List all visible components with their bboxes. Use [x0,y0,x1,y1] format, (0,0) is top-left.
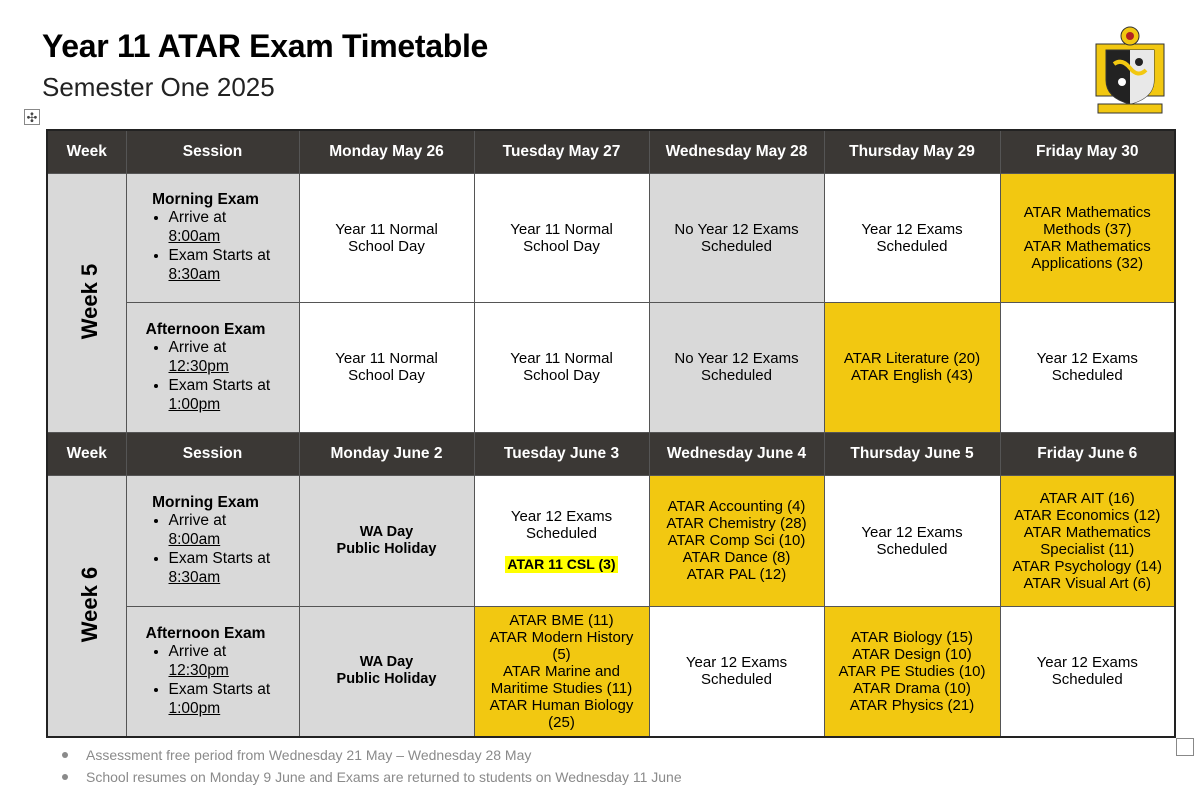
exam-cell: Year 11 Normal School Day [474,173,649,302]
exam-cell: Year 12 Exams Scheduled [1000,302,1175,432]
week6-afternoon-row [47,606,1175,737]
page-title: Year 11 ATAR Exam Timetable [42,28,489,64]
exam-cell: WA Day Public Holiday [299,606,474,737]
session-header: Session [126,130,299,173]
exam-cell: Year 12 Exams Scheduled [824,173,1000,302]
week-label-cell [47,475,126,737]
day-header: Tuesday June 3 [474,432,649,475]
week5-header-row [47,130,1175,173]
week-header: Week [47,432,126,475]
session-cell [126,173,299,302]
week-header: Week [47,130,126,173]
start-item: • Exam Starts at 8:30am [169,549,299,587]
start-item: • Exam Starts at 1:00pm [169,680,299,718]
week-label-cell [47,173,126,432]
highlighted-exam: ATAR 11 CSL (3) [507,556,616,572]
exam-cell: ATAR BME (11) ATAR Modern History (5) ATAR Marine and Maritime Studies (11) ATAR Human Biology (25) [474,606,649,737]
arrive-item: • Arrive at 12:30pm [169,338,299,376]
session-title: Afternoon Exam [145,624,266,642]
exam-cell: Year 12 Exams Scheduled ATAR 11 CSL (3) [474,475,649,606]
arrive-item: • Arrive at 12:30pm [169,642,299,680]
week-label: Week 5 [77,263,103,339]
exam-cell: Year 12 Exams Scheduled [649,606,824,737]
notes-list [62,744,682,788]
day-header: Thursday May 29 [824,130,1000,173]
session-cell [126,302,299,432]
session-cell [126,475,299,606]
exam-cell: Year 11 Normal School Day [299,302,474,432]
day-header: Monday May 26 [299,130,474,173]
week5-morning-row [47,173,1175,302]
session-cell [126,606,299,737]
start-item: • Exam Starts at 1:00pm [169,376,299,414]
exam-cell: Year 12 Exams Scheduled [1000,606,1175,737]
exam-cell: ATAR Accounting (4) ATAR Chemistry (28) ATAR Comp Sci (10) ATAR Dance (8) ATAR PAL (12) [649,475,824,606]
exam-cell: ATAR Literature (20) ATAR English (43) [824,302,1000,432]
arrive-item: • Arrive at 8:00am [169,511,299,549]
week5-afternoon-row [47,302,1175,432]
exam-cell: Year 11 Normal School Day [474,302,649,432]
day-header: Tuesday May 27 [474,130,649,173]
exam-cell: ATAR AIT (16) ATAR Economics (12) ATAR Mathematics Specialist (11) ATAR Psychology (14) ATAR Visual Art (6) [1000,475,1175,606]
start-item: • Exam Starts at 8:30am [169,246,299,284]
session-header: Session [126,432,299,475]
exam-cell: No Year 12 Exams Scheduled [649,302,824,432]
session-title: Morning Exam [152,494,259,511]
day-header: Friday May 30 [1000,130,1175,173]
school-crest-icon [1092,24,1168,116]
note-item: School resumes on Monday 9 June and Exams are returned to students on Wednesday 11 June [62,766,682,788]
arrive-item: • Arrive at 8:00am [169,208,299,246]
exam-cell: ATAR Biology (15) ATAR Design (10) ATAR PE Studies (10) ATAR Drama (10) ATAR Physics (21) [824,606,1000,737]
exam-cell: No Year 12 Exams Scheduled [649,173,824,302]
week-label: Week 6 [77,566,103,642]
page-subtitle: Semester One 2025 [42,72,275,102]
exam-cell: Year 12 Exams Scheduled [824,475,1000,606]
exam-cell: ATAR Mathematics Methods (37) ATAR Mathematics Applications (32) [1000,173,1175,302]
day-header: Monday June 2 [299,432,474,475]
week6-morning-row [47,475,1175,606]
note-item: Assessment free period from Wednesday 21 May – Wednesday 28 May [62,744,682,766]
session-title: Afternoon Exam [145,320,266,338]
day-header: Thursday June 5 [824,432,1000,475]
session-title: Morning Exam [152,191,259,208]
day-header: Friday June 6 [1000,432,1175,475]
exam-timetable [46,129,1176,738]
day-header: Wednesday May 28 [649,130,824,173]
exam-cell: WA Day Public Holiday [299,475,474,606]
day-header: Wednesday June 4 [649,432,824,475]
move-handle-icon[interactable]: ✣ [24,109,40,125]
exam-cell: Year 11 Normal School Day [299,173,474,302]
week6-header-row [47,432,1175,475]
table-end-marker [1176,738,1194,756]
